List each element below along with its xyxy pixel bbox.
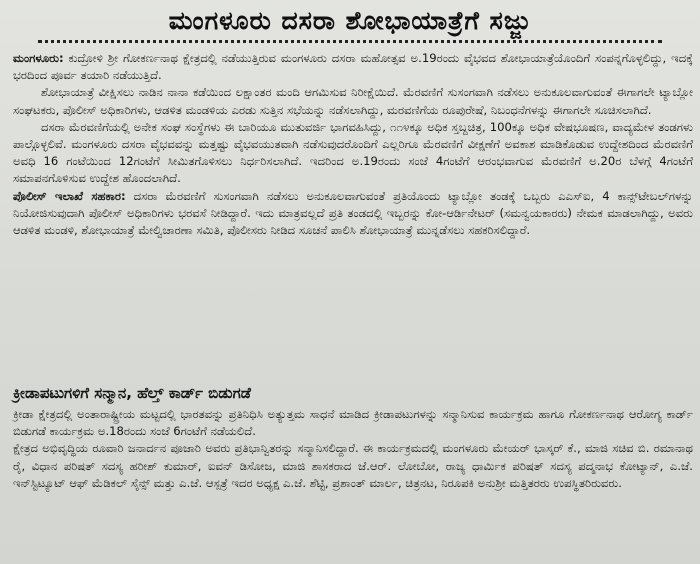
dotted-divider	[38, 40, 662, 46]
main-article	[13, 50, 693, 239]
article-paragraph: ಶೋಭಾಯಾತ್ರೆ ವೀಕ್ಷಿಸಲು ನಾಡಿನ ನಾನಾ ಕಡೆಯಿಂದ ಲಕ್ಷಾಂತರ ಮಂದಿ ಆಗಮಿಸುವ ನಿರೀಕ್ಷೆಯಿದೆ. ಮೆರವಣಿಗೆ ಸುಸಂಗವಾಗಿ ನಡೆಸಲು ಅನುಕೂಲವಾಗುವಂತೆ ಈಗಾಗಲೇ ಟ್ಯಾಬ್ಲೋ ಸಂಘಟಕರು, ಪೊಲೀಸ್ ಅಧಿಕಾರಿಗಳು, ಆಡಳಿತ ಮಂಡಳಿಯ ಎರಡು ಸುತ್ತಿನ ಸಭೆಯನ್ನು ನಡೆಸಲಾಗಿದ್ದು, ಮರವಣಿಗೆಯ ರೂಪುರೇಷೆ, ನಿಬಂಧನೆಗಳನ್ನು ಈಗಾಗಲೇ ಸೂಚಿಸಲಾಗಿದೆ.	[13, 85, 693, 117]
dateline: ಮಂಗಳೂರು:	[13, 51, 64, 65]
article-paragraph	[13, 188, 693, 240]
article-paragraph: ದಸರಾ ಮೆರವಣಿಗೆಯಲ್ಲಿ ಅನೇಕ ಸಂಘ ಸಂಸ್ಥೆಗಳು ಈ ಬಾರಿಯೂ ಮುತುವರ್ಜಿ ಭಾಗವಹಿಸಿದ್ದು, ೧೧೪ಕ್ಕೂ ಅಧಿಕ ಸ್ತಬ್ದಚಿತ್ರ, 100ಕ್ಕೂ ಅಧಿಕ ವೇಷಭೂಷಣ, ವಾದ್ಯಮೇಳ ತಂಡಗಳು ಪಾಲ್ಗೊಳ್ಳಲಿವೆ. ಮಂಗಳೂರು ದಸರಾ ವೈಭವವನ್ನು ಮತ್ತಷ್ಟು ವೈಭವಯುತವಾಗಿ ನಡೆಸುವುದರೊಂದಿಗೆ ಎಲ್ಲರಿಗೂ ಮೆರವಣಿಗೆ ವೀಕ್ಷಣೆಗೆ ಅವಕಾಶ ಮಾಡಿಕೊಡುವ ಉದ್ದೇಶದಿಂದ ಮೆರವಣಿಗೆ ಅವಧಿ 16 ಗಂಟೆಯಿಂದ 12ಗಂಟೆಗೆ ಸೀಮಿತಗೊಳಿಸಲು ನಿರ್ಧರಿಸಲಾಗಿದೆ. ಇದರಿಂದ ಅ.19ರಂದು ಸಂಜೆ 4ಗಂಟೆಗೆ ಆರಂಭವಾಗುವ ಮೆರವಣಿಗೆ ಅ.20ರ ಬೆಳಗ್ಗೆ 4ಗಂಟೆಗೆ ಸಮಾಪನಗೊಳಿಸುವ ಉದ್ದೇಶ ಹೊಂದಲಾಗಿದೆ.	[13, 119, 693, 186]
paragraph-text: ದಸರಾ ಮೆರವಣಿಗೆ ಸುಸಂಗವಾಗಿ ನಡೆಸಲು ಅನುಕೂಲವಾಗುವಂತೆ ಪ್ರತಿಯೊಂದು ಟ್ಯಾಬ್ಲೋ ತಂಡಕ್ಕೆ ಒಬ್ಬರು ಎಎಸ್ಐ, 4 ಕಾನ್ಸ್‌ಟೇಬಲ್‌ಗಳನ್ನು ನಿಯೋಜಿಸುವುದಾಗಿ ಪೊಲೀಸ್ ಅಧಿಕಾರಿಗಳು ಭರವಸೆ ನೀಡಿದ್ದಾರೆ. ಇದು ಮಾತ್ರವಲ್ಲದೆ ಪ್ರತಿ ತಂಡದಲ್ಲಿ ಇಬ್ಬರನ್ನು ಕೋ-ಆರ್ಡಿನೇಟರ್ (ಸಮನ್ವಯಕಾರರು) ನೇಮಕ ಮಾಡಲಾಗಿದ್ದು, ಅವರು ಆಡಳಿತ ಮಂಡಳಿ, ಶೋಭಾಯಾತ್ರೆ ಮೇಲ್ವಿಚಾರಣಾ ಸಮಿತಿ, ಪೊಲೀಸರು ನೀಡಿದ ಸೂಚನೆ ಪಾಲಿಸಿ ಶೋಭಾಯಾತ್ರೆ ಮುನ್ನಡೆಸಲು ಸಹಕರಿಸಲಿದ್ದಾರೆ.	[13, 188, 693, 238]
article-paragraph	[13, 50, 693, 84]
paragraph-text: ಕುದ್ರೋಳಿ ಶ್ರೀ ಗೋಕರ್ಣನಾಥ ಕ್ಷೇತ್ರದಲ್ಲಿ ನಡೆಯುತ್ತಿರುವ ಮಂಗಳೂರು ದಸರಾ ಮಹೋತ್ಸವ ಅ.19ರಂದು ವೈಭವದ ಶೋಭಾಯಾತ್ರೆಯೊಂದಿಗೆ ಸಂಪನ್ನಗೊಳ್ಳಲಿದ್ದು, ಇದಕ್ಕೆ ಭರದಿಂದ ಪೂರ್ವ ತಯಾರಿ ನಡೆಯುತ್ತಿದೆ.	[13, 51, 693, 83]
article-paragraph: ಕ್ಷೇತ್ರದ ಅಭಿವೃದ್ಧಿಯ ರೂವಾರಿ ಜನಾರ್ದನ ಪೂಜಾರಿ ಅವರು ಪ್ರತಿಭಾನ್ವಿತರನ್ನು ಸನ್ಮಾನಿಸಲಿದ್ದಾರೆ. ಈ ಕಾರ್ಯಕ್ರಮದಲ್ಲಿ ಮಂಗಳೂರು ಮೇಯರ್ ಭಾಸ್ಕರ್ ಕೆ., ಮಾಜಿ ಸಚಿವ ಬಿ. ರಮಾನಾಥ ರೈ, ವಿಧಾನ ಪರಿಷತ್ ಸದಸ್ಯ ಹರೀಶ್ ಕುಮಾರ್, ಐವನ್ ಡಿಸೋಜ, ಮಾಜಿ ಶಾಸಕರಾದ ಜೆ.ಆರ್. ಲೋಬೋ, ರಾಜ್ಯ ಧಾರ್ಮಿಕ ಪರಿಷತ್ ಸದಸ್ಯ ಪದ್ಮನಾಭ ಕೋಟ್ಯಾನ್, ಎ.ಜೆ. ಇನ್‌ಸ್ಟಿಟ್ಯೂಟ್ ಆಫ್ ಮೆಡಿಕಲ್ ಸೈನ್ಸ್ ಮತ್ತು ಎ.ಜೆ. ಆಸ್ಪತ್ರೆ ಇದರ ಅಧ್ಯಕ್ಷ ಎ.ಜೆ. ಶೆಟ್ಟಿ, ಪ್ರಶಾಂತ್ ಮಾರ್ಲ, ಚಿತ್ರನಟ, ನಿರೂಪಕಿ ಅನುಶ್ರೀ ಮತ್ತಿತರರು ಉಪಸ್ಥಿತರಿರುವರು.	[13, 441, 693, 490]
second-article	[13, 406, 693, 492]
headline: ಮಂಗಳೂರು ದಸರಾ ಶೋಭಾಯಾತ್ರೆಗೆ ಸಜ್ಜು	[168, 6, 532, 35]
article-paragraph: ಕ್ರೀಡಾ ಕ್ಷೇತ್ರದಲ್ಲಿ ಅಂತಾರಾಷ್ಟ್ರೀಯ ಮಟ್ಟದಲ್ಲಿ ಭಾರತವನ್ನು ಪ್ರತಿನಿಧಿಸಿ ಅತ್ಯುತ್ತಮ ಸಾಧನೆ ಮಾಡಿದ ಕ್ರೀಡಾಪಟುಗಳನ್ನು ಸನ್ಮಾನಿಸುವ ಕಾರ್ಯಕ್ರಮ ಹಾಗೂ ಗೋಕರ್ಣನಾಥ ಆರೋಗ್ಯ ಕಾರ್ಡ್ ಬಿಡುಗಡೆ ಕಾರ್ಯಕ್ರಮ ಅ.18ರಂದು ಸಂಜೆ 6ಗಂಟೆಗೆ ನಡೆಯಲಿದೆ.	[13, 407, 693, 439]
subheadline: ಕ್ರೀಡಾಪಟುಗಳಿಗೆ ಸನ್ಮಾನ, ಹೆಲ್ತ್ ಕಾರ್ಡ್ ಬಿಡುಗಡೆ	[13, 384, 251, 402]
inline-subhead: ಪೊಲೀಸ್ ಇಲಾಖೆ ಸಹಕಾರ:	[13, 188, 126, 203]
